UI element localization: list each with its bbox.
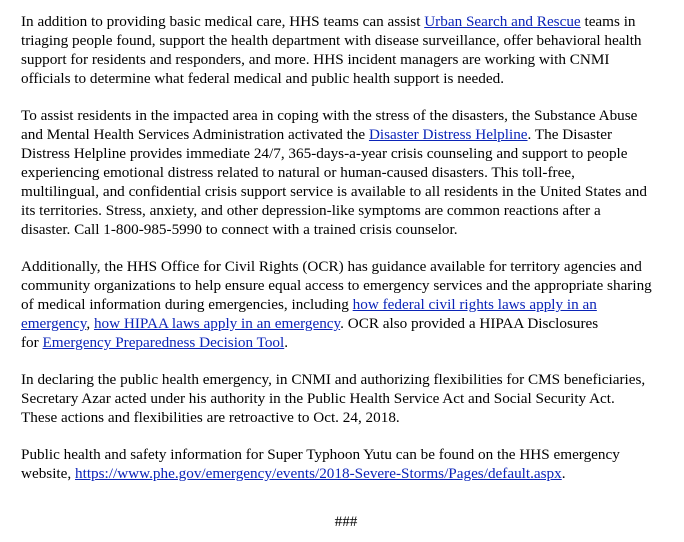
paragraph-spacer: [21, 427, 671, 445]
text-run: .: [284, 334, 289, 351]
text-line: [21, 12, 671, 31]
text-run: In addition to providing basic medical care, HHS teams can assist: [21, 13, 425, 30]
press-release-body: [21, 12, 671, 483]
text-line: [21, 125, 671, 144]
text-run: ,: [86, 315, 94, 332]
text-run: for: [21, 334, 43, 351]
text-run: of medical information during emergencies, including: [21, 296, 353, 313]
text-line: multilingual, and confidential crisis support service is available to all residents in the United States and: [21, 183, 647, 200]
text-run: website,: [21, 465, 75, 482]
text-run: and Mental Health Services Administration activated the: [21, 126, 369, 143]
text-line: [21, 314, 671, 333]
text-line: its territories. Stress, anxiety, and other depression-like symptoms are common reactions after a: [21, 202, 601, 219]
text-line: Distress Helpline provides immediate 24/7, 365-days-a-year crisis counseling and support to people: [21, 145, 628, 162]
text-run: . The Disaster: [527, 126, 613, 143]
text-line: Public health and safety information for Super Typhoon Yutu can be found on the HHS emergency: [21, 446, 620, 463]
text-line: [21, 333, 671, 352]
paragraph-spacer: [21, 352, 671, 370]
text-line: In declaring the public health emergency, in CNMI and authorizing flexibilities for CMS beneficiaries,: [21, 371, 646, 388]
hipaa-laws-link[interactable]: how HIPAA laws apply in an emergency: [93, 315, 341, 332]
text-line: community organizations to help ensure equal access to emergency services and the appropriate sharing: [21, 277, 652, 294]
text-run: . OCR also provided a HIPAA Disclosures: [340, 315, 599, 332]
text-run: teams in: [580, 13, 636, 30]
text-line: [21, 295, 671, 314]
text-line: Secretary Azar acted under his authority in the Public Health Service Act and Social Security Act.: [21, 390, 615, 407]
phe-emergency-website-link[interactable]: https://www.phe.gov/emergency/events/2018-Severe-Storms/Pages/default.aspx: [75, 465, 562, 482]
text-line: experiencing emotional distress related to natural or human-caused disasters. This toll-free,: [21, 164, 575, 181]
paragraph-public-health-emergency: [21, 370, 671, 427]
paragraph-civil-rights: [21, 257, 671, 352]
text-line: These actions and flexibilities are retroactive to Oct. 24, 2018.: [21, 409, 400, 426]
decision-tool-link[interactable]: Emergency Preparedness Decision Tool: [42, 334, 285, 351]
text-line: To assist residents in the impacted area in coping with the stress of the disasters, the Substance Abuse: [21, 107, 638, 124]
paragraph-medical-care: [21, 12, 671, 88]
paragraph-spacer: [21, 239, 671, 257]
text-line: [21, 464, 671, 483]
paragraph-distress-helpline: [21, 106, 671, 239]
disaster-distress-helpline-link[interactable]: Disaster Distress Helpline: [368, 126, 528, 143]
paragraph-safety-information: [21, 445, 671, 483]
end-of-release-mark: ###: [334, 513, 358, 530]
civil-rights-laws-link[interactable]: how federal civil rights laws apply in an: [352, 296, 597, 313]
text-line: disaster. Call 1-800-985-5990 to connect with a trained crisis counselor.: [21, 221, 458, 238]
text-line: Additionally, the HHS Office for Civil Rights (OCR) has guidance available for territory agencies and: [21, 258, 642, 275]
civil-rights-laws-link-continued[interactable]: emergency: [21, 315, 87, 332]
paragraph-spacer: [21, 88, 671, 106]
text-line: support for residents and responders, and more. HHS incident managers are working with CNMI: [21, 51, 610, 68]
text-line: officials to determine what federal medical and public health support is needed.: [21, 70, 505, 87]
text-run: .: [561, 465, 566, 482]
urban-search-rescue-link[interactable]: Urban Search and Rescue: [424, 13, 581, 30]
text-line: triaging people found, support the health department with disease surveillance, offer behavioral health: [21, 32, 642, 49]
